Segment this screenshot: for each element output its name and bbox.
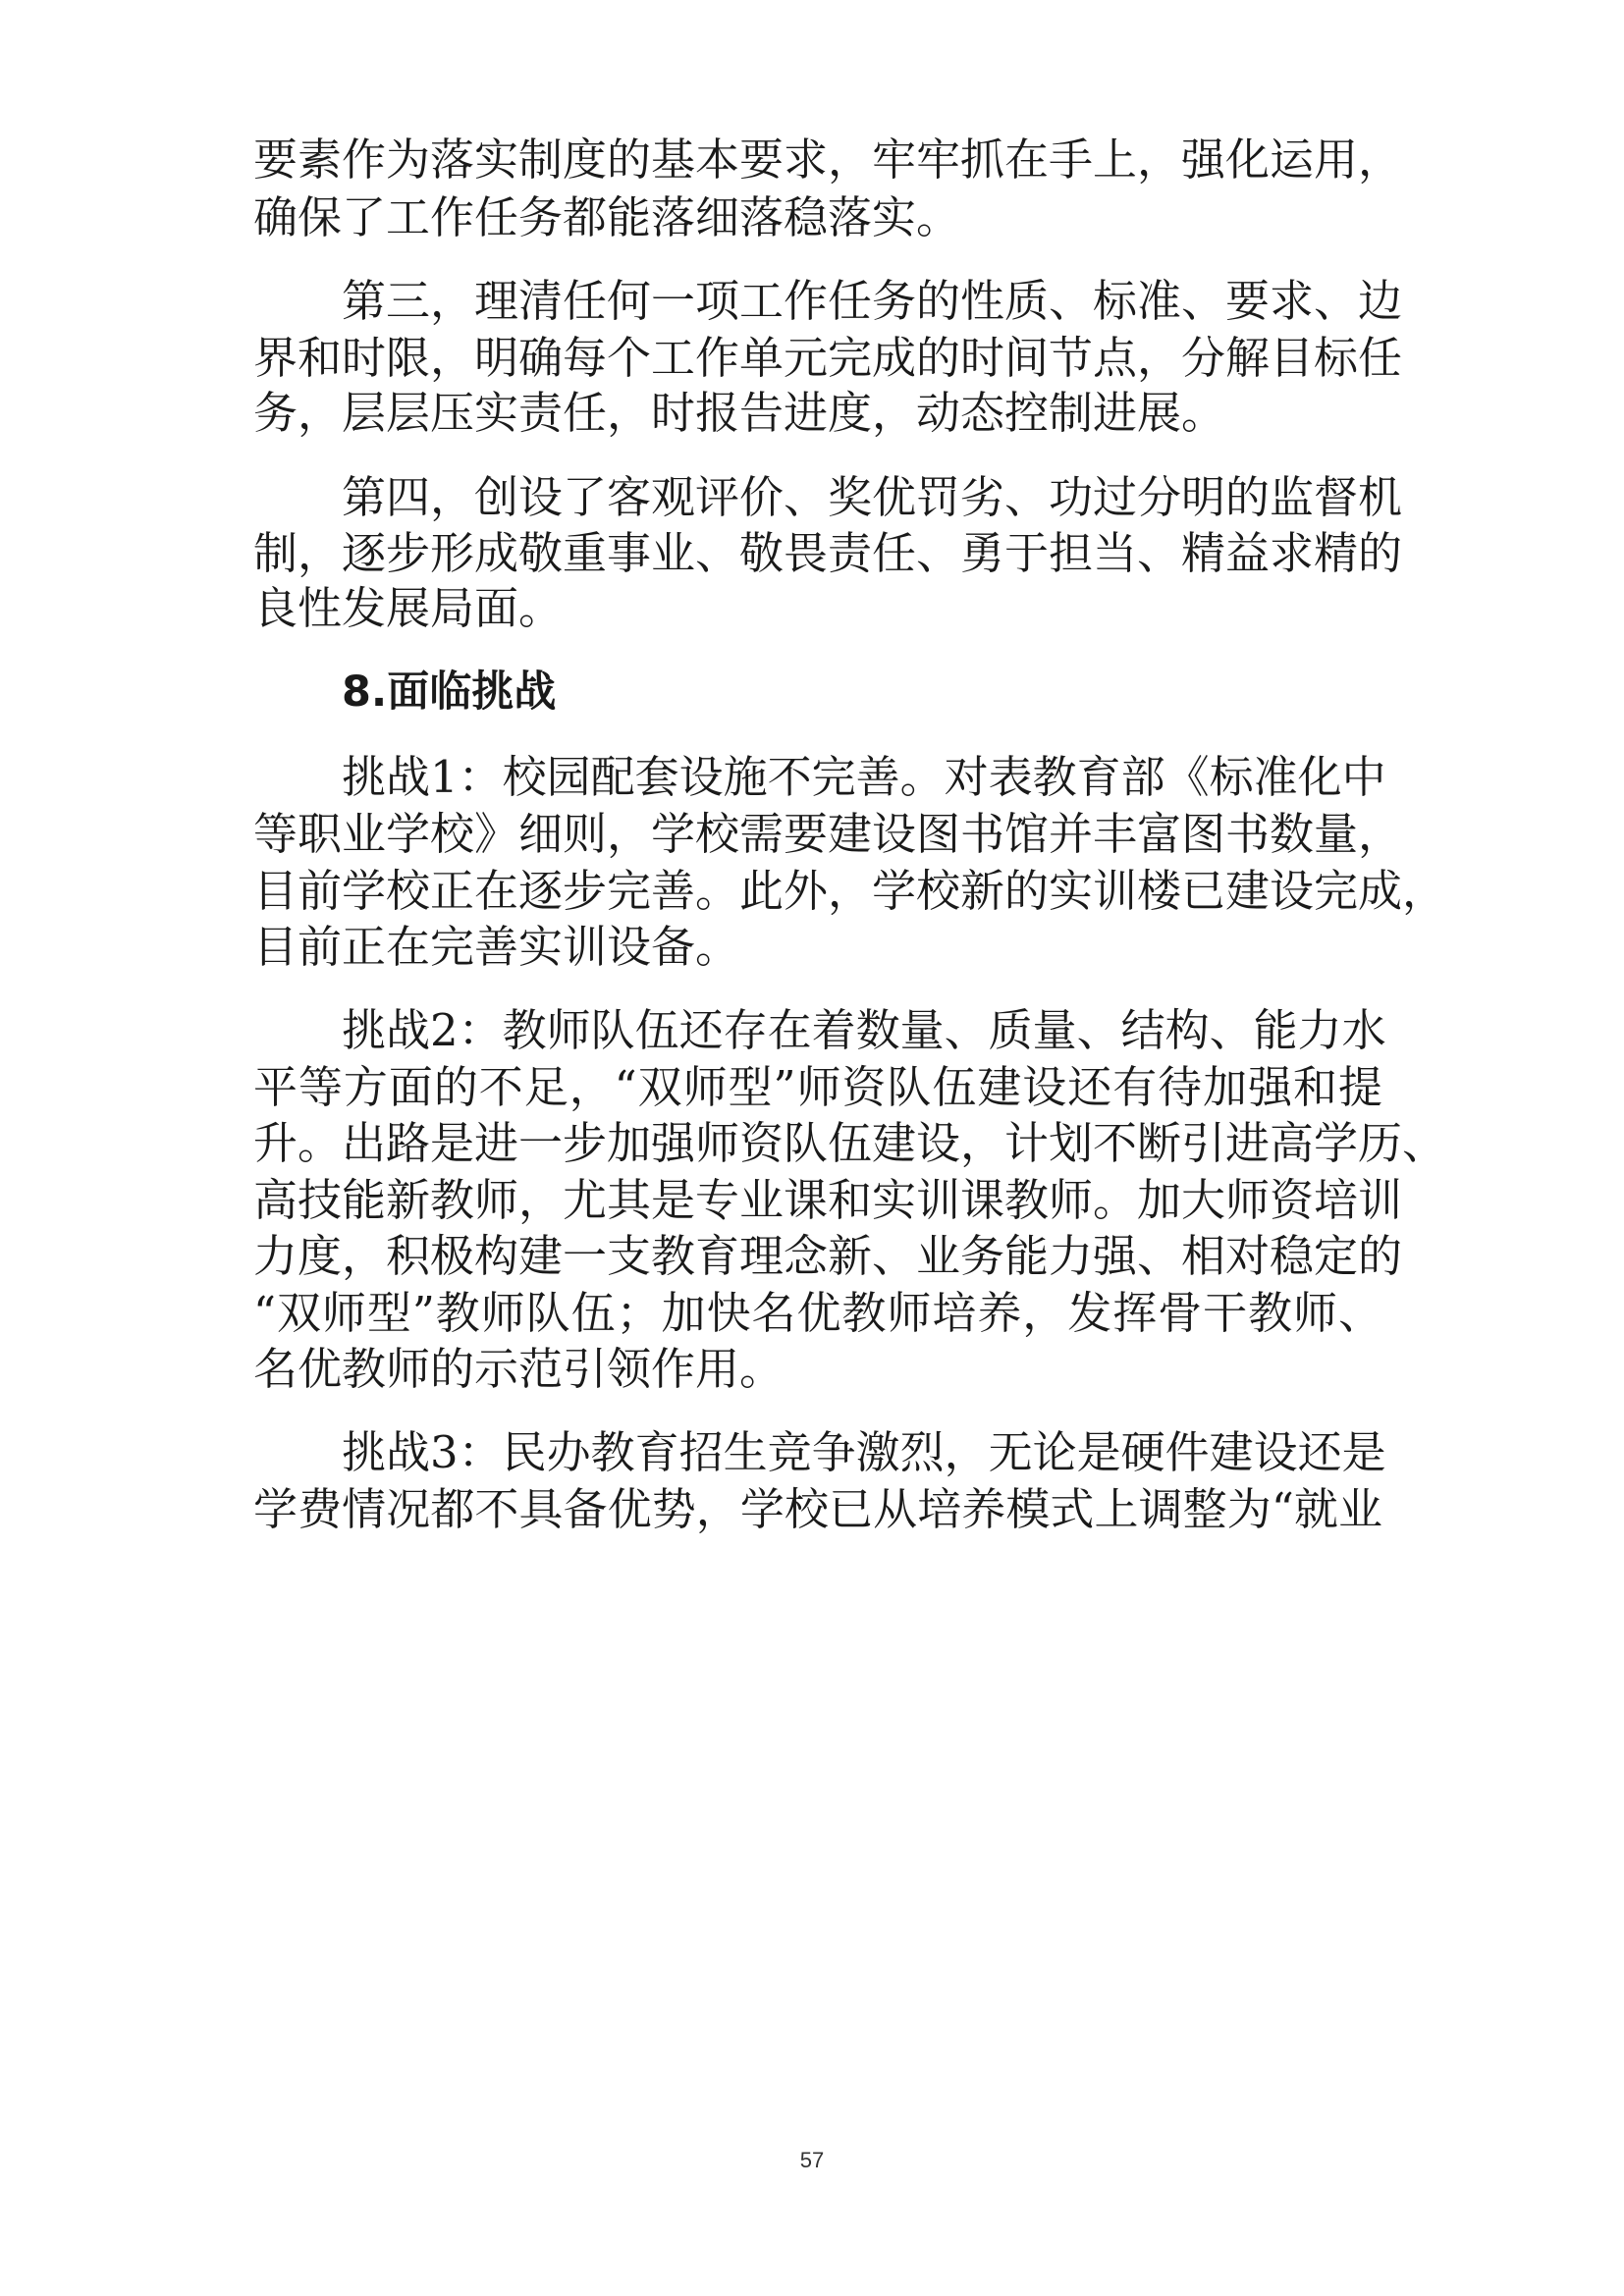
page-number: 57 xyxy=(799,2148,825,2172)
body-text-line: 界和时限，明确每个工作单元完成的时间节点，分解目标任 xyxy=(253,332,1403,384)
body-text-line: 确保了工作任务都能落细落稳落实。 xyxy=(253,191,961,243)
section-heading: 8.面临挑战 xyxy=(342,667,557,717)
body-text-line: 名优教师的示范引领作用。 xyxy=(253,1343,785,1395)
body-text-line: 挑战2：教师队伍还存在着数量、质量、结构、能力水 xyxy=(342,1004,1386,1056)
body-text-line: 挑战1：校园配套设施不完善。对表教育部《标准化中 xyxy=(342,751,1386,803)
body-text-line: 高技能新教师，尤其是专业课和实训课教师。加大师资培训 xyxy=(253,1174,1403,1226)
body-text-line: 目前学校正在逐步完善。此外，学校新的实训楼已建设完成， xyxy=(253,865,1447,917)
body-text-line: 升。出路是进一步加强师资队伍建设，计划不断引进高学历、 xyxy=(253,1117,1447,1169)
body-text-line: 等职业学校》细则，学校需要建设图书馆并丰富图书数量， xyxy=(253,808,1403,860)
body-text-line: 第三，理清任何一项工作任务的性质、标准、要求、边 xyxy=(342,275,1403,327)
body-text-line: 要素作为落实制度的基本要求，牢牢抓在手上，强化运用， xyxy=(253,133,1403,186)
body-text-line: 务，层层压实责任，时报告进度，动态控制进展。 xyxy=(253,387,1226,439)
body-text-line: 挑战3：民办教育招生竞争激烈，无论是硬件建设还是 xyxy=(342,1426,1386,1478)
body-text-line: 学费情况都不具备优势，学校已从培养模式上调整为“就业 xyxy=(253,1483,1382,1535)
body-text-line: 目前正在完善实训设备。 xyxy=(253,921,740,973)
body-text-line: 平等方面的不足，“双师型”师资队伍建设还有待加强和提 xyxy=(253,1061,1382,1113)
body-text-line: 良性发展局面。 xyxy=(253,582,564,634)
body-text-line: 第四，创设了客观评价、奖优罚劣、功过分明的监督机 xyxy=(342,471,1403,523)
body-text-line: 力度，积极构建一支教育理念新、业务能力强、相对稳定的 xyxy=(253,1230,1403,1282)
body-text-line: “双师型”教师队伍；加快名优教师培养，发挥骨干教师、 xyxy=(253,1287,1382,1339)
body-text-line: 制，逐步形成敬重事业、敬畏责任、勇于担当、精益求精的 xyxy=(253,527,1403,579)
